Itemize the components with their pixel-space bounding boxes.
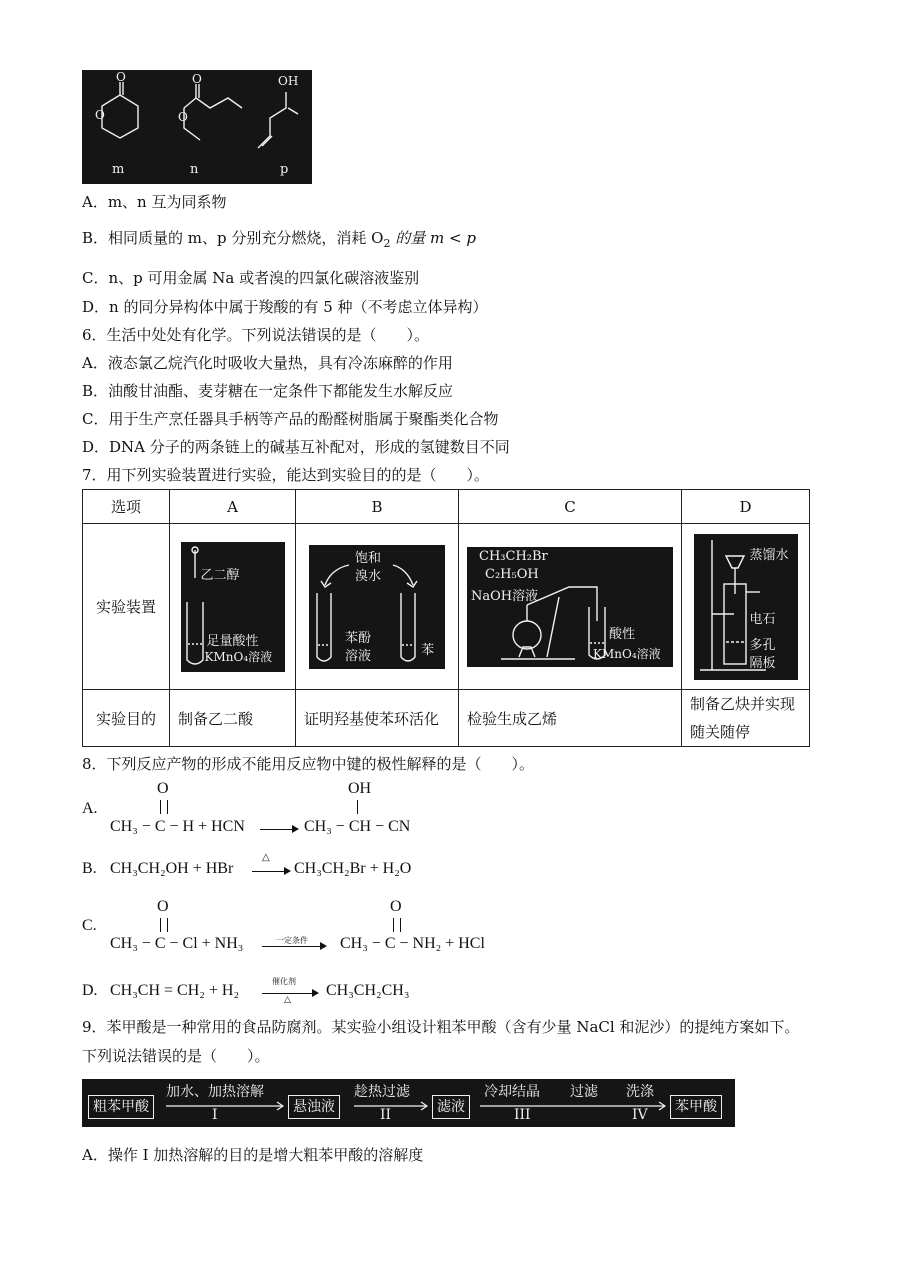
device-a-cell xyxy=(170,524,296,690)
q7-stem: 7．用下列实验装置进行实验，能达到实验目的的是（ ）。 xyxy=(82,466,490,484)
q8-b-right: CH₃CH₂Br + H₂O xyxy=(294,860,412,877)
q8-c-right: CH₃ − C − NH₂ + HCl xyxy=(340,935,485,952)
q5-option-b-pre: B．相同质量的 m、p 分别充分燃烧，消耗 O xyxy=(82,229,384,247)
q8-a-arrowhead xyxy=(292,825,299,833)
q8-d-arrowhead xyxy=(312,989,319,997)
structure-m-ring xyxy=(102,95,138,138)
purpose-a: 制备乙二酸 xyxy=(170,690,296,747)
q8-c-double-bond-right xyxy=(393,918,401,932)
q9-stem-line2: 下列说法错误的是（ ）。 xyxy=(82,1047,270,1065)
q8-b-arrow xyxy=(252,871,288,872)
q8-d-cond-bot: △ xyxy=(284,994,291,1004)
device-c-label-4: 酸性 xyxy=(609,626,636,642)
table-header-d: D xyxy=(682,490,810,524)
label-p: p xyxy=(280,162,289,177)
q8-a-left: CH₃ − C − H + HCN xyxy=(110,818,245,835)
device-c-label-3: NaOH溶液 xyxy=(471,588,539,604)
device-d-image xyxy=(694,534,798,680)
q5-option-a: A．m、n 互为同系物 xyxy=(82,193,227,211)
q5-option-b xyxy=(82,228,476,254)
q8-c-carbonyl-o-left: O xyxy=(157,898,169,915)
flow-step-1: 加水、加热溶解 xyxy=(166,1084,264,1100)
device-d-label-1: 蒸馏水 xyxy=(749,547,789,563)
flow-step-3-num: III xyxy=(514,1107,531,1123)
flow-step-4-num: IV xyxy=(632,1107,648,1123)
q5-option-c: C．n、p 可用金属 Na 或者溴的四氯化碳溶液鉴别 xyxy=(82,269,420,287)
table-header-b: B xyxy=(296,490,459,524)
device-d-label-2: 电石 xyxy=(749,611,776,627)
device-b-label-5: 苯 xyxy=(421,642,435,658)
q8-option-c-label: C. xyxy=(82,917,97,934)
q8-option-b-label: B. xyxy=(82,860,97,877)
q7-table xyxy=(82,489,810,747)
flow-box-filtrate: 滤液 xyxy=(432,1095,470,1119)
purpose-b: 证明羟基使苯环活化 xyxy=(296,690,459,747)
row-label-device: 实验装置 xyxy=(83,524,170,690)
structures-image xyxy=(82,70,312,184)
flow-step-2: 趁热过滤 xyxy=(354,1084,410,1100)
device-d-label-3: 多孔 xyxy=(749,637,776,653)
q8-a-single-bond xyxy=(357,800,358,814)
table-header-option: 选项 xyxy=(83,490,170,524)
q6-stem: 6．生活中处处有化学。下列说法错误的是（ ）。 xyxy=(82,326,430,344)
device-a-label-2: 足量酸性 xyxy=(206,633,259,649)
device-c-label-5: KMnO₄溶液 xyxy=(593,646,661,661)
device-b-label-3: 苯酚 xyxy=(345,630,372,646)
q8-d-left: CH₃CH = CH₂ + H₂ xyxy=(110,982,240,999)
device-b-label-4: 溶液 xyxy=(345,648,372,664)
q8-c-cond: 一定条件 xyxy=(276,936,308,945)
q5-option-d: D．n 的同分异构体中属于羧酸的有 5 种（不考虑立体异构） xyxy=(82,298,488,316)
device-b-cell xyxy=(296,524,459,690)
q8-option-a-label: A. xyxy=(82,800,98,817)
flow-step-5: 洗涤 xyxy=(626,1084,654,1100)
flow-box-crude: 粗苯甲酸 xyxy=(88,1095,154,1119)
table-header-a: A xyxy=(170,490,296,524)
q8-a-carbonyl-o: O xyxy=(157,780,169,797)
q8-b-left: CH₃CH₂OH + HBr xyxy=(110,860,234,877)
table-header-c: C xyxy=(459,490,682,524)
structure-n-o: O xyxy=(192,72,202,86)
device-a-label-3: KMnO₄溶液 xyxy=(204,649,273,664)
q9-stem-line1: 9．苯甲酸是一种常用的食品防腐剂。某实验小组设计粗苯甲酸（含有少量 NaCl 和泥沙）的提纯方案如下。 xyxy=(82,1018,800,1036)
flow-box-benzoic-acid: 苯甲酸 xyxy=(670,1095,722,1119)
q9-flowchart xyxy=(82,1079,735,1127)
q6-option-a: A．液态氯乙烷汽化时吸收大量热，具有冷冻麻醉的作用 xyxy=(82,354,453,372)
q9-option-a: A．操作 I 加热溶解的目的是增大粗苯甲酸的溶解度 xyxy=(82,1146,424,1164)
flow-step-4: 过滤 xyxy=(570,1084,598,1100)
q8-b-cond: △ xyxy=(262,852,270,863)
q6-option-b: B．油酸甘油酯、麦芽糖在一定条件下都能发生水解反应 xyxy=(82,382,454,400)
q8-c-double-bond-left xyxy=(160,918,168,932)
q5-option-b-post: 的量 m < p xyxy=(390,229,476,247)
q8-option-d-label: D. xyxy=(82,982,98,999)
structure-m-ring-o: O xyxy=(95,108,105,122)
q6-option-d: D．DNA 分子的两条链上的碱基互补配对，形成的氢键数目不同 xyxy=(82,438,510,456)
device-c-label-2: C₂H₅OH xyxy=(485,566,539,582)
q8-c-left: CH₃ − C − Cl + NH₃ xyxy=(110,935,244,952)
q8-c-arrow xyxy=(262,946,324,947)
q6-option-c: C．用于生产烹任器具手柄等产品的酚醛树脂属于聚酯类化合物 xyxy=(82,410,499,428)
q8-a-right: CH₃ − CH − CN xyxy=(304,818,411,835)
device-b-label-2: 溴水 xyxy=(355,568,382,584)
purpose-c: 检验生成乙烯 xyxy=(459,690,682,747)
q8-b-arrowhead xyxy=(284,867,291,875)
flow-step-2-num: II xyxy=(380,1107,392,1123)
device-d-cell xyxy=(682,524,810,690)
label-n: n xyxy=(190,162,199,177)
q5-option-b-sub: 2 xyxy=(383,237,391,250)
row-label-purpose: 实验目的 xyxy=(83,690,170,747)
flow-step-1-num: I xyxy=(212,1107,218,1123)
structure-m-o: O xyxy=(116,70,126,84)
device-c-label-1: CH₃CH₂Br xyxy=(479,548,548,564)
q8-a-arrow xyxy=(260,829,296,830)
q8-c-carbonyl-o-right: O xyxy=(390,898,402,915)
device-a-label-1: 乙二醇 xyxy=(200,567,240,583)
q8-stem: 8．下列反应产物的形成不能用反应物中键的极性解释的是（ ）。 xyxy=(82,755,535,773)
device-d-label-4: 隔板 xyxy=(749,655,776,671)
structure-p-oh: OH xyxy=(278,74,299,88)
q8-a-double-bond xyxy=(160,800,168,814)
flow-box-suspension: 悬浊液 xyxy=(288,1095,340,1119)
q8-c-arrowhead xyxy=(320,942,327,950)
purpose-d: 制备乙炔并实现随关随停 xyxy=(682,690,810,747)
flow-arrows xyxy=(82,1079,735,1127)
device-a-image xyxy=(181,542,285,672)
device-c-image xyxy=(467,547,673,667)
structure-n-ester-o: O xyxy=(178,110,188,124)
device-c-cell xyxy=(459,524,682,690)
device-b-label-1: 饱和 xyxy=(355,550,382,566)
label-m: m xyxy=(112,162,125,177)
q8-a-oh: OH xyxy=(348,780,372,797)
q8-d-cond-top: 催化剂 xyxy=(272,977,296,986)
device-b-image xyxy=(309,545,445,669)
q8-d-right: CH₃CH₂CH₃ xyxy=(326,982,410,999)
flow-step-3: 冷却结晶 xyxy=(484,1084,540,1100)
